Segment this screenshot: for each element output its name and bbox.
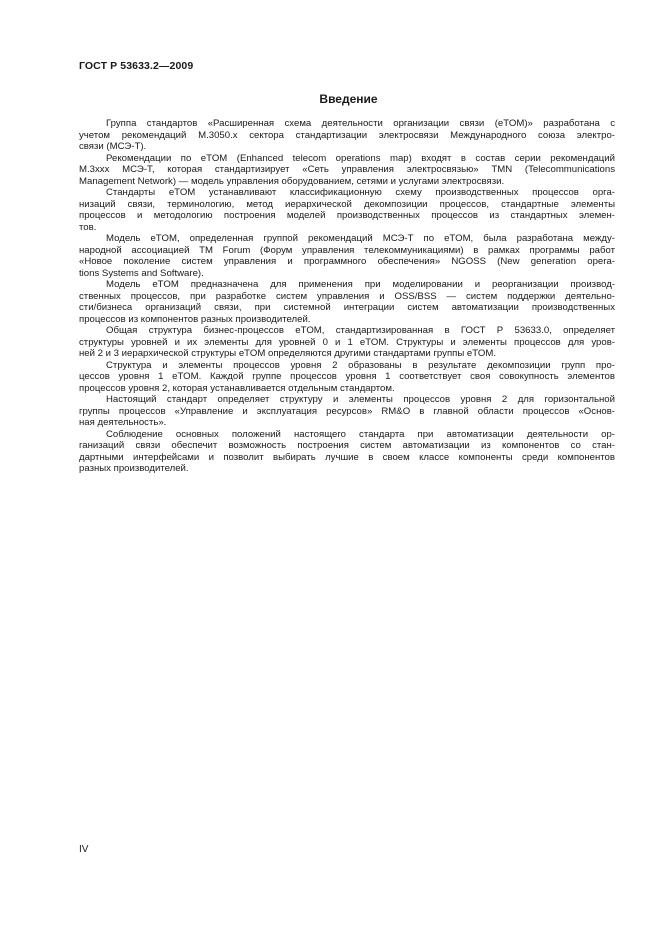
paragraph bbox=[79, 187, 615, 233]
paragraph-line: группы процессов «Управление и эксплуатация ресурсов» RM&O в главной области процессов «Основ- bbox=[79, 405, 615, 417]
paragraph-line: народной ассоциацией TM Forum (Форум управления телекоммуникациями) в рамках программы работ bbox=[79, 244, 615, 256]
paragraph-line: дартными интерфейсами и позволит выбирать лучшие в своем классе компоненты среди компонентов bbox=[79, 451, 615, 463]
paragraph-line: процессов уровня 2, которая устанавливается отдельным стандартом. bbox=[79, 382, 395, 394]
introduction-body bbox=[79, 118, 615, 475]
paragraph-line: Соблюдение основных положений настоящего стандарта при автоматизации деятельности ор- bbox=[106, 428, 615, 440]
paragraph bbox=[79, 429, 615, 475]
paragraph-line: ная деятельность». bbox=[79, 417, 167, 428]
paragraph-line: разных производителей. bbox=[79, 463, 189, 474]
paragraph-line: Группа стандартов «Расширенная схема деятельности организации связи (eTOM)» разработана с bbox=[106, 118, 615, 129]
paragraph-line: сти/бизнеса организаций связи, при системной интеграции систем автоматизации производственных bbox=[79, 302, 615, 313]
paragraph-line: процессов и методологию построения моделей производственных процессов из стандартных элемен- bbox=[79, 210, 615, 221]
paragraph-line: цессов уровня 1 eTOM. Каждой группе процессов уровня 1 соответствует своя совокупность элементов bbox=[79, 371, 615, 382]
paragraph-line: ганизаций связи обеспечит возможность построения систем автоматизации из компонентов со стан- bbox=[79, 440, 615, 451]
paragraph-line: Структура и элементы процессов уровня 2 образованы в результате декомпозиции групп про- bbox=[106, 359, 615, 371]
standard-header: ГОСТ Р 53633.2—2009 bbox=[79, 60, 194, 72]
paragraph-line: Модель eTOM, определенная группой рекомендаций МСЭ-Т по eTOM, была разработана между- bbox=[106, 233, 615, 244]
paragraph bbox=[79, 360, 615, 395]
paragraph-line: связи (МСЭ-Т). bbox=[79, 141, 147, 152]
paragraph-line: ственных процессов, при разработке систем управления и OSS/BSS — систем поддержки деятельно- bbox=[79, 290, 615, 302]
paragraph bbox=[79, 233, 615, 279]
section-title: Введение bbox=[319, 92, 378, 106]
paragraph-line: «Новое поколение систем управления и программного обеспечения» NGOSS (New generation opera- bbox=[79, 256, 615, 267]
paragraph-line: низаций связи, терминологию, метод иерархической декомпозиции процессов, стандартные элементы bbox=[79, 198, 615, 210]
paragraph-line: Рекомендации по eTOM (Enhanced telecom operations map) входят в состав серии рекомендаций bbox=[106, 152, 615, 164]
paragraph-line: структуры уровней и их элементы для уровней 0 и 1 eTOM. Структуры и элементы процессов для уров- bbox=[79, 336, 615, 348]
paragraph-line: ней 2 и 3 иерархической структуры eTOM определяются другими стандартами группы eTOM. bbox=[79, 348, 497, 359]
paragraph-line: Настоящий стандарт определяет структуру и элементы процессов уровня 2 для горизонтальной bbox=[106, 394, 615, 405]
paragraph-line: Модель eTOM предназначена для применения при моделировании и реорганизации производ- bbox=[106, 279, 615, 290]
paragraph-line: тов. bbox=[79, 221, 97, 233]
paragraph bbox=[79, 153, 615, 188]
paragraph-line: Стандарты eTOM устанавливают классификационную схему производственных процессов орга- bbox=[106, 187, 615, 198]
paragraph-line: tions Systems and Software). bbox=[79, 267, 204, 279]
paragraph-line: Общая структура бизнес-процессов eTOM, стандартизированная в ГОСТ Р 53633.0, определяет bbox=[106, 325, 615, 336]
paragraph-line: М.3ххх МСЭ-Т, которая стандартизирует «Сеть управления электросвязью» TMN (Telecommunications bbox=[79, 164, 615, 175]
paragraph bbox=[79, 325, 615, 360]
page-number: IV bbox=[79, 844, 89, 855]
paragraph bbox=[79, 118, 615, 153]
paragraph-line: процессов из компонентов разных производителей. bbox=[79, 313, 311, 325]
paragraph-line: Management Network) — модель управления оборудованием, сетями и услугами электросвязи. bbox=[79, 175, 505, 187]
paragraph bbox=[79, 279, 615, 325]
paragraph bbox=[79, 394, 615, 429]
paragraph-line: учетом рекомендаций М.3050.х сектора стандартизации электросвязи Международного союза электро- bbox=[79, 129, 615, 141]
